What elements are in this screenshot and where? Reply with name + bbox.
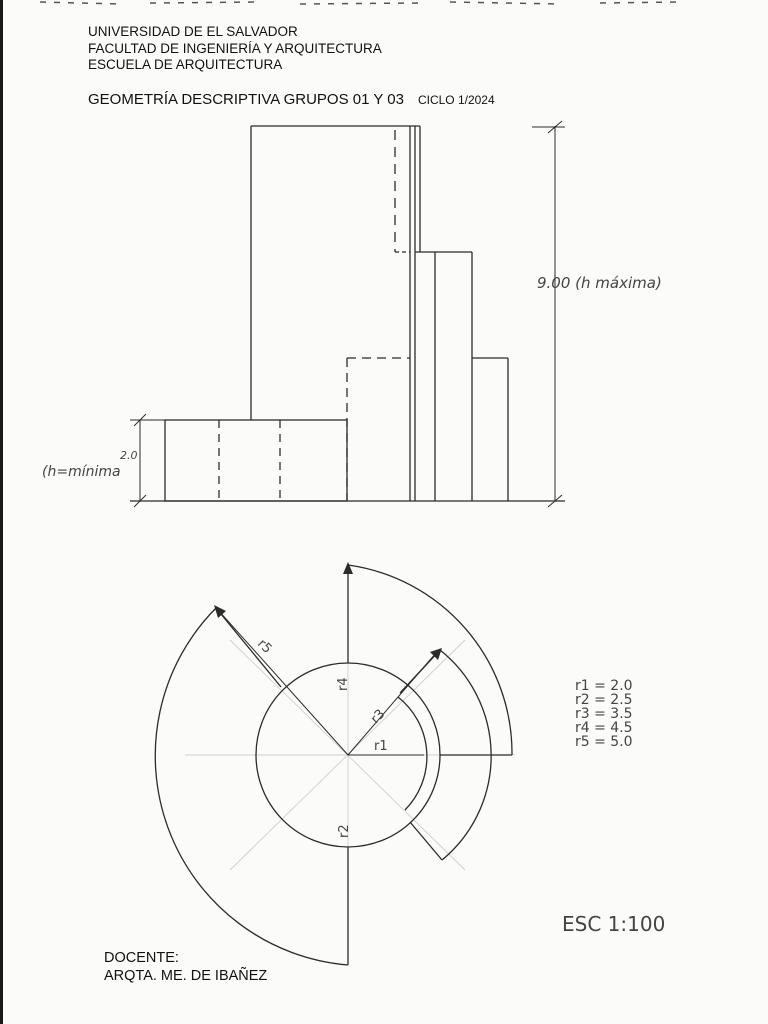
radius-label-r5: r5 <box>254 636 275 657</box>
plan-view <box>155 562 515 965</box>
arc-r1 <box>398 697 427 810</box>
min-height-label: (h=mínima <box>42 464 121 480</box>
radii-entry: r5 = 5.0 <box>575 734 633 750</box>
radius-label-r2: r2 <box>337 824 352 838</box>
radius-label-r1: r1 <box>374 739 388 754</box>
faculty-name: FACULTAD DE INGENIERÍA Y ARQUITECTURA <box>88 40 382 56</box>
radii-entry: r2 = 2.5 <box>575 692 633 708</box>
r3-edge <box>410 822 442 860</box>
elevation-view <box>130 121 565 507</box>
course-cycle: CICLO 1/2024 <box>417 93 495 107</box>
university-name: UNIVERSIDAD DE EL SALVADOR <box>88 24 298 39</box>
docente-name: ARQTA. ME. DE IBAÑEZ <box>104 967 268 984</box>
course-title: GEOMETRÍA DESCRIPTIVA GRUPOS 01 Y 03 <box>88 91 404 108</box>
docente-block <box>104 950 267 985</box>
min-height-value: 2.0 <box>120 449 138 462</box>
radii-table <box>575 678 633 750</box>
r3-radius <box>348 653 436 755</box>
radii-entry: r1 = 2.0 <box>575 678 633 694</box>
radii-entry: r3 = 3.5 <box>575 706 633 722</box>
max-height-label: 9.00 (h máxima) <box>537 274 662 292</box>
r5-radius <box>218 610 348 755</box>
radius-label-r4: r4 <box>336 677 351 691</box>
radius-label-r3: r3 <box>368 706 389 728</box>
radius-arrowheads <box>214 562 442 660</box>
radii-entry: r4 = 4.5 <box>575 720 633 736</box>
school-name: ESCUELA DE ARQUITECTURA <box>88 57 283 72</box>
low-block <box>165 420 347 501</box>
scale-label: ESC 1:100 <box>562 912 666 936</box>
construction-lines <box>185 565 515 965</box>
docente-label: DOCENTE: <box>104 950 179 966</box>
